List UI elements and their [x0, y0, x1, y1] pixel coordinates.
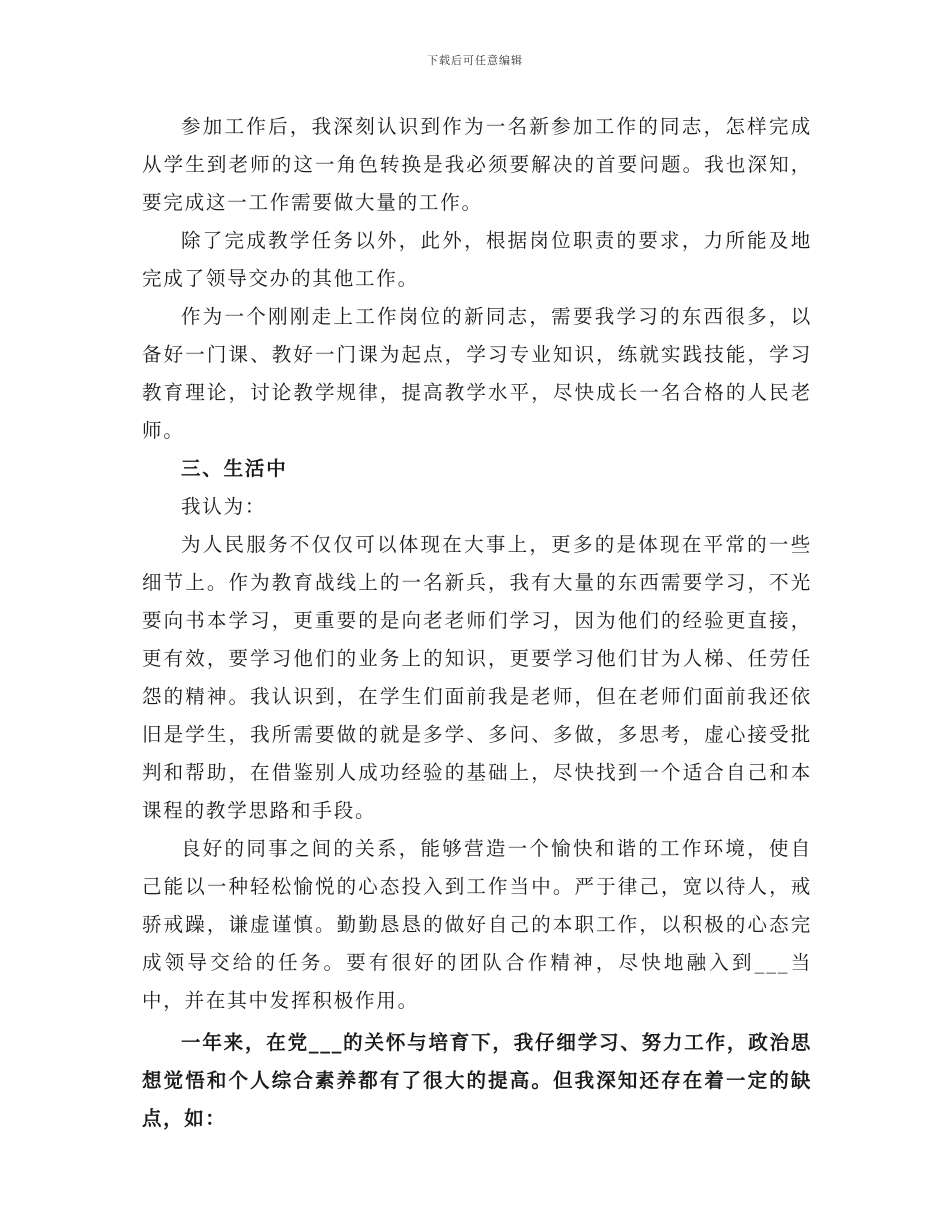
- paragraph-serve-people: 为人民服务不仅仅可以体现在大事上，更多的是体现在平常的一些细节上。作为教育战线上的一名新兵，我有大量的东西需要学习，不光要向书本学习，更重要的是向老老师们学习，因为他们的经验更直接，更有效，要学习他们的业务上的知识，更要学习他们甘为人梯、任劳任怨的精神。我认识到，在学生们面前我是老师，但在老师们面前我还依旧是学生，我所需要做的就是多学、多问、多做，多思考，虚心接受批判和帮助，在借鉴别人成功经验的基础上，尽快找到一个适合自己和本课程的教学思路和手段。: [142, 533, 812, 822]
- paragraph-colleague-relations: 良好的同事之间的关系，能够营造一个愉快和谐的工作环境，使自己能以一种轻松愉悦的心态投入到工作当中。严于律己，宽以待人，戒骄戒躁，谦虚谨慎。勤勤恳恳的做好自己的本职工作，以积极的心态完成领导交给的任务。要有很好的团队合作精神，尽快地融入到___当中，并在其中发挥积极作用。: [142, 837, 812, 1012]
- document-body: [142, 108, 812, 1138]
- page-header: 下载后可任意编辑: [427, 54, 523, 67]
- paragraph-learning: 作为一个刚刚走上工作岗位的新同志，需要我学习的东西很多，以备好一门课、教好一门课为起点，学习专业知识，练就实践技能，学习教育理论，讨论教学规律，提高教学水平，尽快成长一名合格的人民老师。: [142, 305, 812, 442]
- paragraph-year-summary: 一年来，在党___的关怀与培育下，我仔细学习、努力工作，政治思想觉悟和个人综合素养都有了很大的提高。但我深知还存在着一定的缺点，如：: [142, 1031, 812, 1130]
- paragraph-i-think: 我认为：: [181, 495, 267, 518]
- section-heading-life: 三、生活中: [181, 457, 288, 480]
- paragraph-role-transition: 参加工作后，我深刻认识到作为一名新参加工作的同志，怎样完成从学生到老师的这一角色转换是我必须要解决的首要问题。我也深知，要完成这一工作需要做大量的工作。: [142, 115, 812, 214]
- paragraph-other-tasks: 除了完成教学任务以外，此外，根据岗位职责的要求，力所能及地完成了领导交办的其他工作。: [142, 229, 812, 290]
